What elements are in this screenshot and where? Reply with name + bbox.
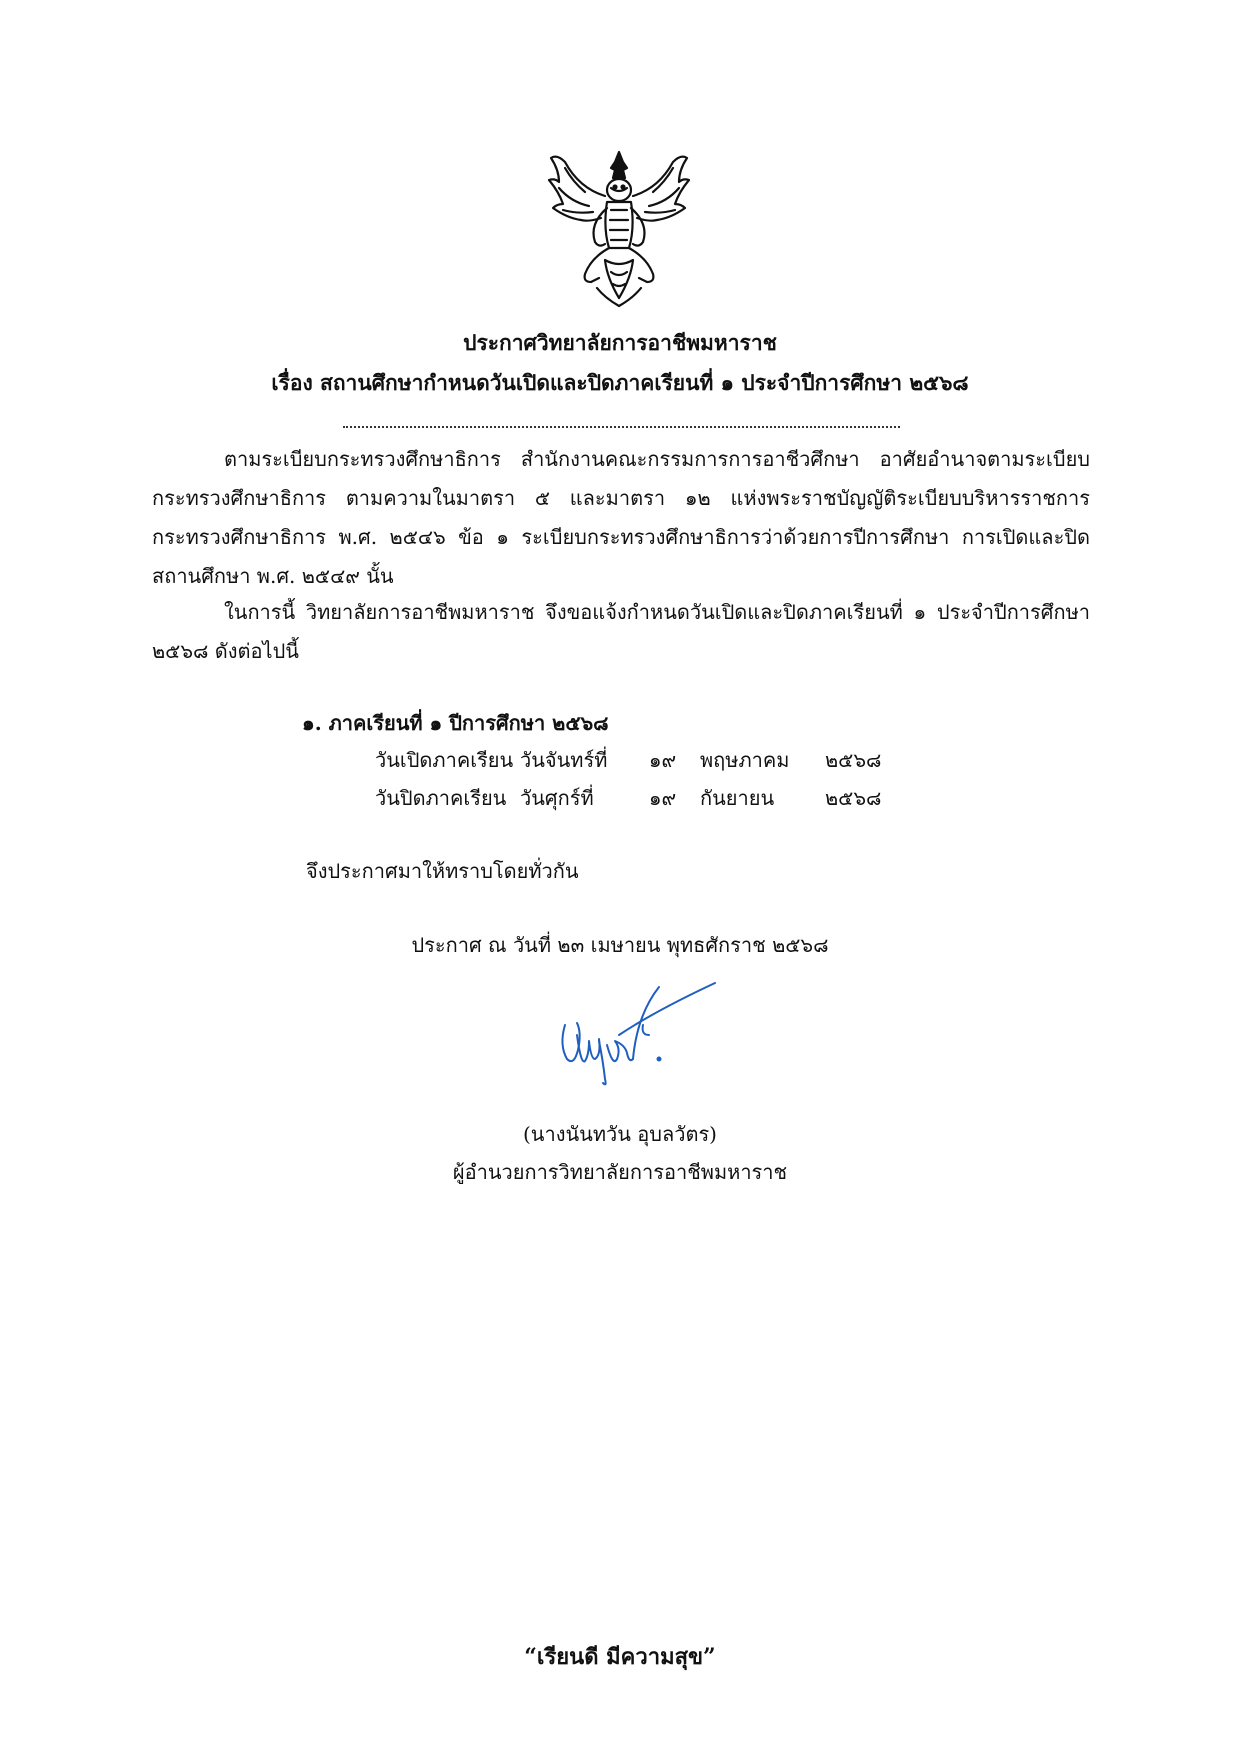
- announced-date: ประกาศ ณ วันที่ ๒๓ เมษายน พุทธศักราช ๒๕๖๘: [411, 933, 829, 957]
- schedule-row-weekday: วันศุกร์ที่: [520, 786, 594, 810]
- body-paragraph-2: ในการนี้ วิทยาลัยการอาชีพมหาราช จึงขอแจ้งกำหนดวันเปิดและปิดภาคเรียนที่ ๑ ประจำปีการศึกษา ๒๕๖๘ ดังต่อไปนี้: [152, 600, 1090, 663]
- body-paragraph-1: ตามระเบียบกระทรวงศึกษาธิการ สำนักงานคณะกรรมการการอาชีวศึกษา อาศัยอำนาจตามระเบียบกระทรวงศึกษาธิการ ตามความในมาตรา ๕ และมาตรา ๑๒ แห่งพระราชบัญญัติระเบียบบริหารราชการกระทรวงศึกษาธิการ พ.ศ. ๒๕๔๖ ข้อ ๑ ระเบียบกระทรวงศึกษาธิการว่าด้วยการปีการศึกษา การเปิดและปิดสถานศึกษา พ.ศ. ๒๕๔๙ นั้น: [152, 447, 1090, 588]
- schedule-heading: ๑. ภาคเรียนที่ ๑ ปีการศึกษา ๒๕๖๘: [302, 711, 609, 735]
- schedule-row-label: วันเปิดภาคเรียน: [375, 748, 514, 772]
- schedule-row-month: กันยายน: [700, 786, 775, 810]
- footer-motto: “เรียนดี มีความสุข”: [524, 1644, 716, 1670]
- closing-statement: จึงประกาศมาให้ทราบโดยทั่วกัน: [306, 859, 579, 883]
- schedule-row-weekday: วันจันทร์ที่: [520, 748, 608, 772]
- schedule-row-month: พฤษภาคม: [700, 748, 790, 772]
- schedule-row-open: [375, 743, 881, 777]
- signer-name: (นางนันทวัน อุบลวัตร): [523, 1122, 717, 1146]
- dotted-divider: [343, 412, 900, 428]
- schedule-row-year: ๒๕๖๘: [825, 748, 882, 772]
- announcement-title: ประกาศวิทยาลัยการอาชีพมหาราช: [463, 330, 777, 355]
- schedule-row-close: [375, 781, 881, 815]
- signer-position: ผู้อำนวยการวิทยาลัยการอาชีพมหาราช: [452, 1160, 788, 1184]
- handwritten-signature: [555, 975, 720, 1095]
- schedule-row-label: วันปิดภาคเรียน: [375, 786, 507, 810]
- announcement-subject: เรื่อง สถานศึกษากำหนดวันเปิดและปิดภาคเรียนที่ ๑ ประจำปีการศึกษา ๒๕๖๘: [271, 370, 969, 395]
- schedule-row-year: ๒๕๖๘: [825, 786, 882, 810]
- garuda-emblem-icon: [545, 148, 693, 310]
- schedule-row-day: ๑๙: [648, 786, 677, 810]
- schedule-row-day: ๑๙: [648, 748, 677, 772]
